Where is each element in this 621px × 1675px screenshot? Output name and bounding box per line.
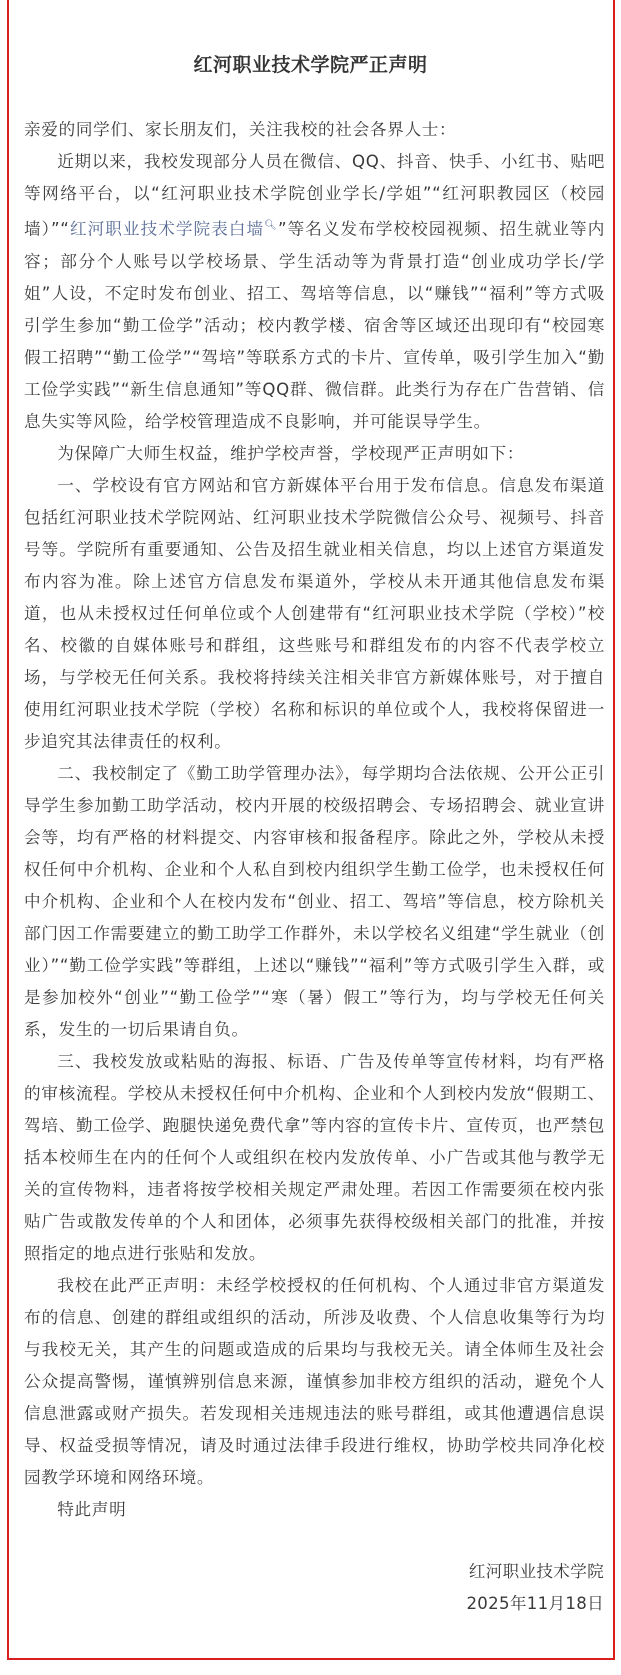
closing-statement: 特此声明 <box>57 1499 127 1519</box>
signature: 红河职业技术学院 <box>468 1562 604 1581</box>
search-icon[interactable]: 🔍︎ <box>264 220 278 231</box>
greeting: 亲爱的同学们、家长朋友们，关注我校的社会各界人士： <box>24 120 457 139</box>
paragraph-4: 二、我校制定了《勤工助学管理办法》，每学期均合法依规、公开公正引导学生参加勤工助学活动，校内开展的校级招聘会、专场招聘会、就业宣讲会等，均有严格的材料提交、内容审核和报备程序。除此之外，学校从未授权任何中介机构、企业和个人私自到校内组织学生勤工俭学，也未授权任何中介机构、企业和个人在校内发布“创业、招工、驾培”等信息，校方除机关部门因工作需要建立的勤工助学工作群外，未以学校名义组建“学生就业（创业）”“勤工俭学实践”等群组，上述以“赚钱”“福利”等方式吸引学生入群，或是参加校外“创业”“勤工俭学”“寒（暑）假工”等行为，均与学校无任何关系，发生的一切后果请自负。 <box>24 763 605 1039</box>
signature-block <box>466 1556 604 1620</box>
paragraph-3: 一、学校设有官方网站和官方新媒体平台用于发布信息。信息发布渠道包括红河职业技术学院网站、红河职业技术学院微信公众号、视频号、抖音号等。学院所有重要通知、公告及招生就业相关信息，均以上述官方渠道发布内容为准。除上述官方信息发布渠道外，学校从未开通其他信息发布渠道，也从未授权过任何单位或个人创建带有“红河职业技术学院（学校）”校名、校徽的自媒体账号和群组，这些账号和群组发布的内容不代表学校立场，与学校无任何关系。我校将持续关注相关非官方新媒体账号，对于擅自使用红河职业技术学院（学校）名称和标识的单位或个人，我校将保留进一步追究其法律责任的权利。 <box>24 475 605 751</box>
paragraph-1-text-before: 近期以来，我校发现部分人员在微信、QQ、抖音、快手、小红书、贴吧等网络平台，以“红河职业技术学院创业学长/学姐”“红河职教园区（校园墙）”“ <box>24 152 605 239</box>
paragraph-2: 为保障广大师生权益，维护学校声誉，学校现严正声明如下： <box>57 443 525 463</box>
paragraph-1 <box>24 146 605 438</box>
date: 2025年11月18日 <box>466 1594 604 1613</box>
paragraph-6: 我校在此严正声明：未经学校授权的任何机构、个人通过非官方渠道发布的信息、创建的群组或组织的活动，所涉及收费、个人信息收集等行为均与我校无关，其产生的问题或造成的后果均与我校无关。请全体师生及社会公众提高警惕，谨慎辨别信息来源，谨慎参加非校方组织的活动，避免个人信息泄露或财产损失。若发现相关违规违法的账号群组，或其他遭遇信息误导、权益受损等情况，请及时通过法律手段进行维权，协助学校共同净化校园教学环境和网络环境。 <box>24 1275 605 1487</box>
page-title: 红河职业技术学院严正声明 <box>193 54 428 76</box>
paragraph-1-text-after: ”等名义发布学校校园视频、招生就业等内容；部分个人账号以学校场景、学生活动等为背景打造“创业成功学长/学姐”人设，不定时发布创业、招工、驾培等信息，以“赚钱”“福利”等方式吸引学生参加“勤工俭学”活动；校内教学楼、宿舍等区域还出现印有“校园寒假工招聘”“勤工俭学”“驾培”等联系方式的卡片、宣传单，吸引学生加入“勤工俭学实践”“新生信息通知”等QQ群、微信群。此类行为存在广告营销、信息失实等风险，给学校管理造成不良影响，并可能误导学生。 <box>24 219 605 431</box>
paragraph-5: 三、我校发放或粘贴的海报、标语、广告及传单等宣传材料，均有严格的审核流程。学校从未授权任何中介机构、企业和个人到校内发放“假期工、驾培、勤工俭学、跑腿快递免费代拿”等内容的宣传卡片、宣传页，也严禁包括本校师生在内的任何个人或组织在校内发放传单、小广告或其他与教学无关的宣传物料，违者将按学校相关规定严肃处理。若因工作需要须在校内张贴广告或散发传单的个人和团体，必须事先获得校级相关部门的批准，并按照指定的地点进行张贴和发放。 <box>24 1051 605 1263</box>
document-body <box>24 114 605 1526</box>
confession-wall-link[interactable]: 红河职业技术学院表白墙 <box>69 219 265 239</box>
